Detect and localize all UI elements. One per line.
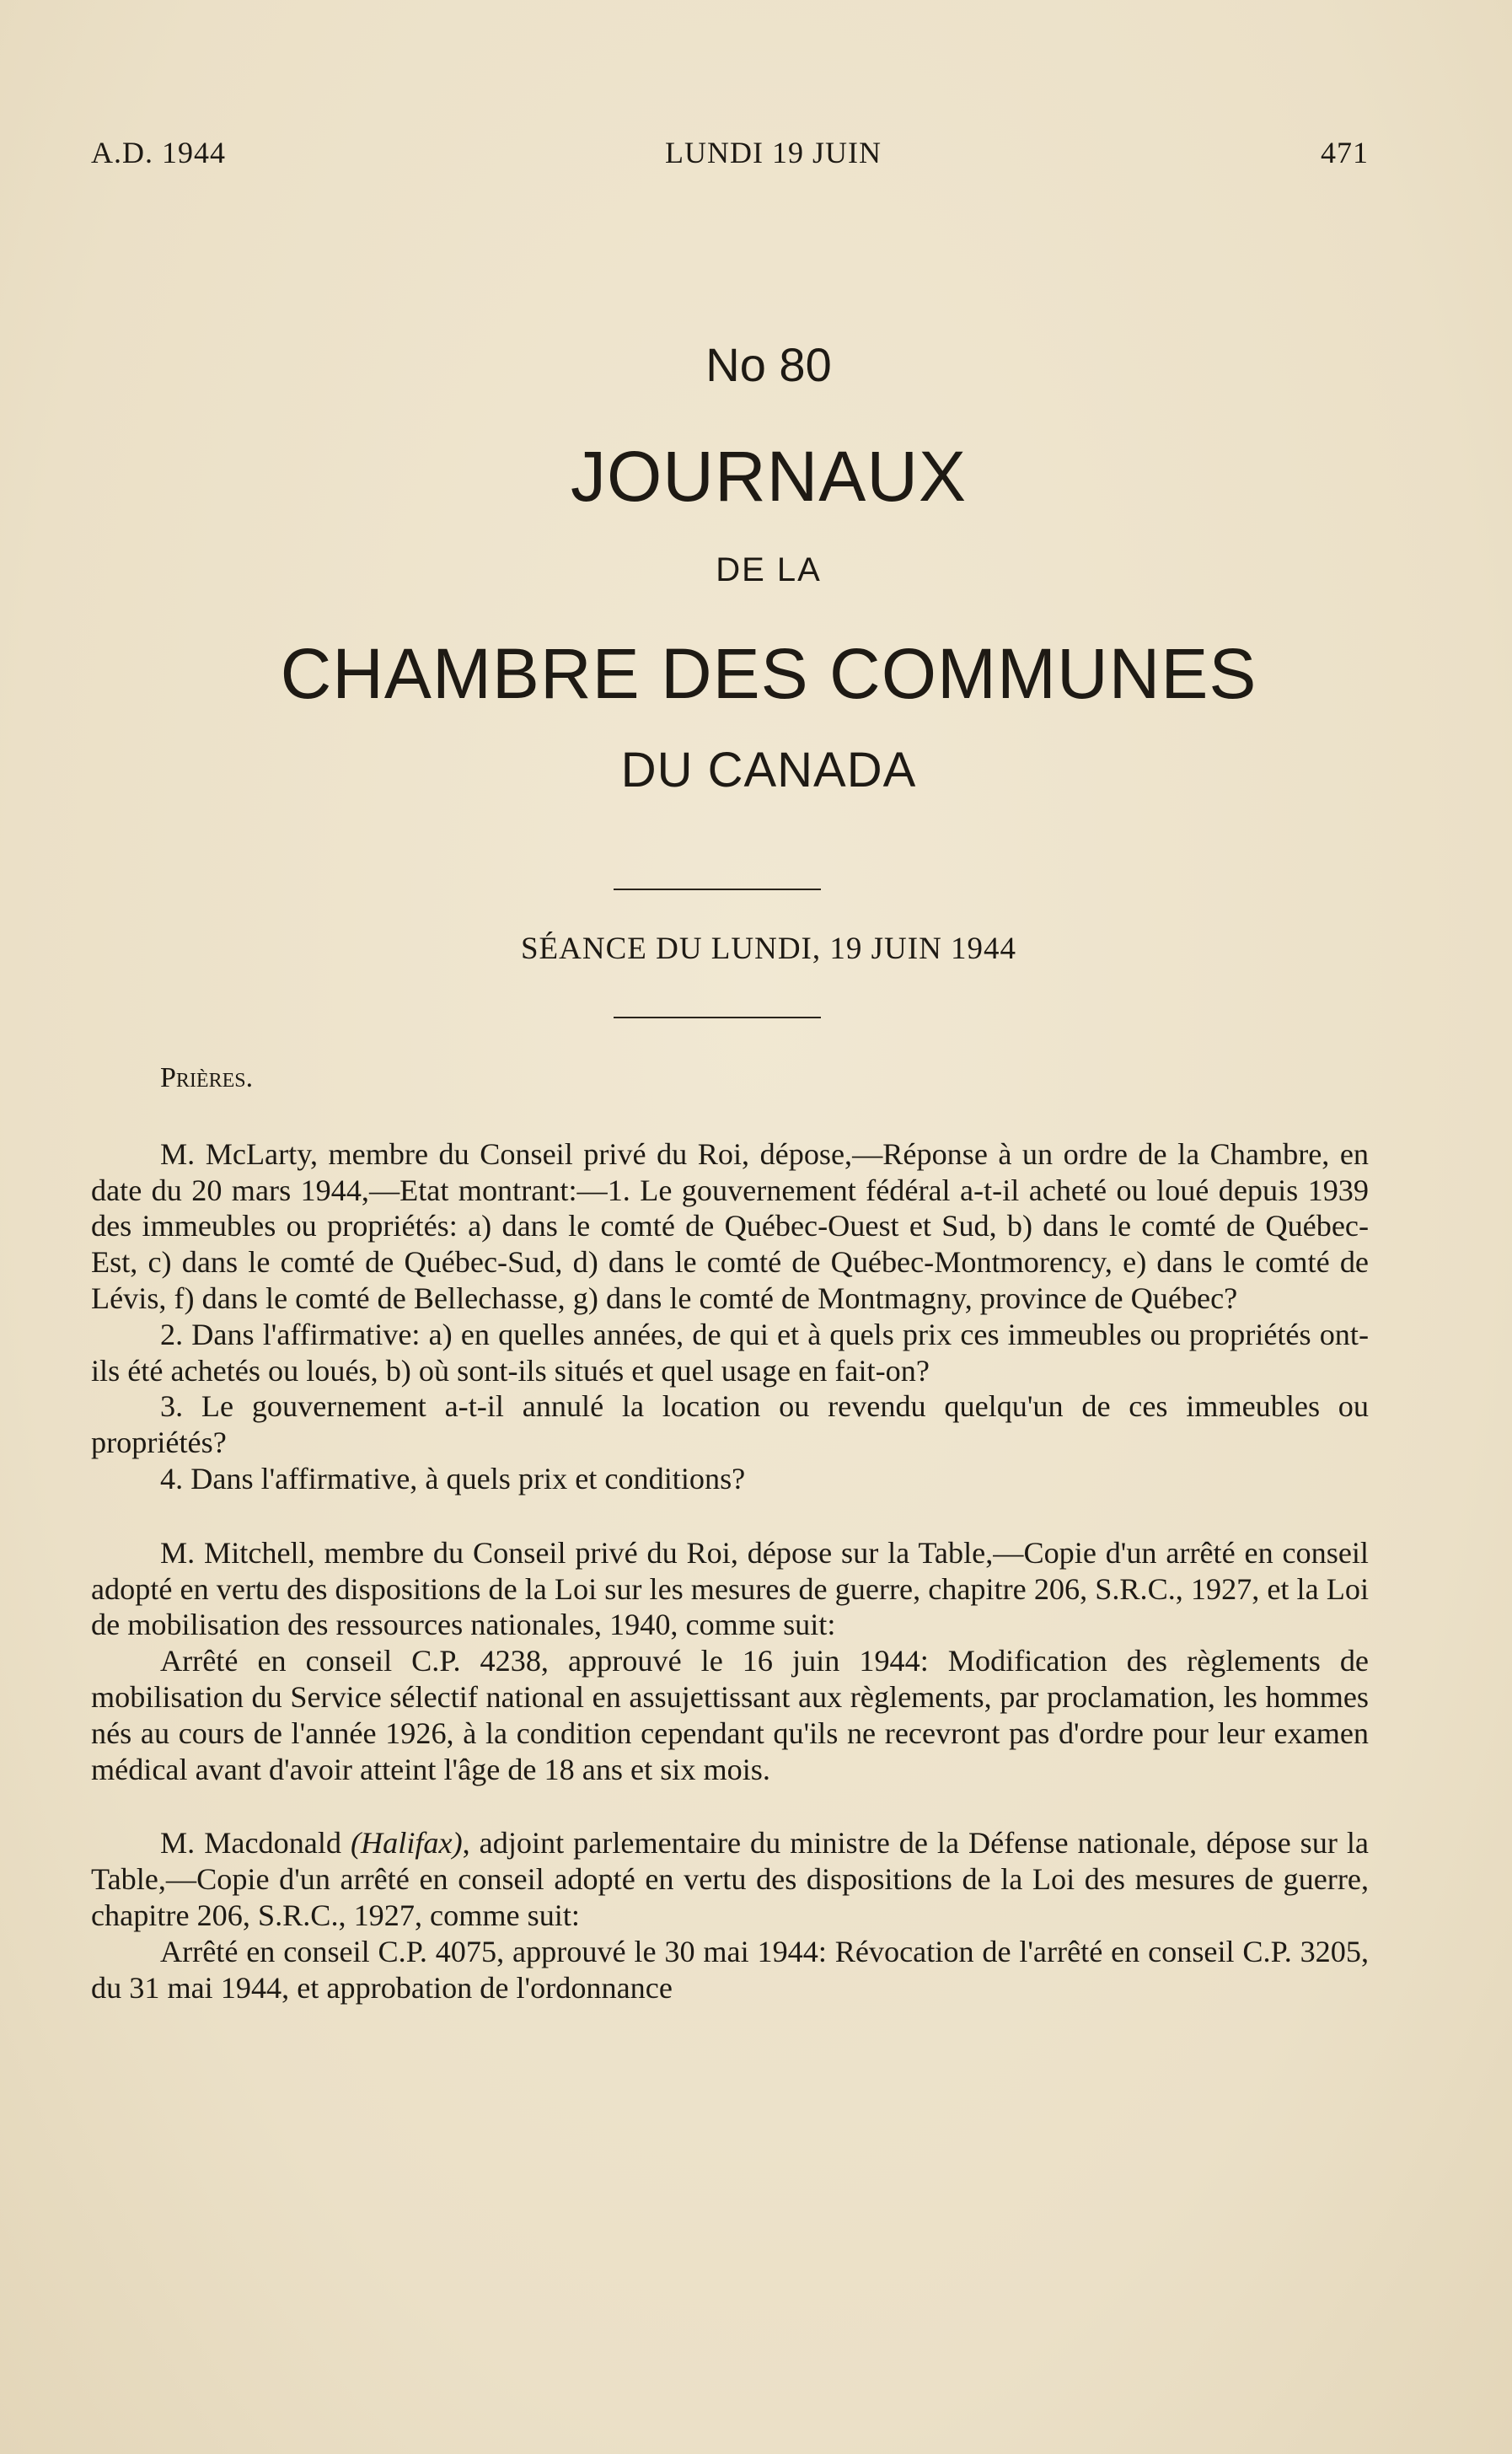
journal-title: JOURNAUX	[570, 437, 968, 516]
mitchell-tabling: M. Mitchell, membre du Conseil privé du Roi, dépose sur la Table,—Copie d'un arrêté en conseil adopté en vertu des dispositions de la Loi sur les mesures de guerre, chapitre 206, S.R.C., 1927, et la Loi de mobilisation des ressources nationales, 1940, comme suit:	[91, 1535, 1369, 1642]
order-in-council-4238: Arrêté en conseil C.P. 4238, approuvé le 16 juin 1944: Modification des règlements de mobilisation du Service sélectif national en assujettissant aux règlements, par proclamation, les hommes nés au cours de l'année 1926, à la condition cependant qu'ils ne recevront pas d'ordre pour leur examen médical avant d'avoir atteint l'âge de 18 ans et six mois.	[91, 1644, 1369, 1786]
order-in-council-4075: Arrêté en conseil C.P. 4075, approuvé le 30 mai 1944: Révocation de l'arrêté en conseil C.P. 3205, du 31 mai 1944, et approbation de l'ordonnance	[91, 1934, 1369, 2005]
bottom-rule	[614, 1017, 821, 1018]
macdonald-text: , adjoint parlementaire du ministre de la Défense nationale, dépose sur la Table,—Copie d'un arrêté en conseil adopté en vertu des dispositions de la Loi des mesures de guerre, chapitre 206, S.R.C., 1927, comme suit:	[91, 1826, 1369, 1932]
header-year: A.D. 1944	[91, 136, 226, 169]
macdonald-tabling	[91, 1825, 1369, 1933]
top-rule	[614, 889, 821, 890]
question-3: 3. Le gouvernement a-t-il annulé la location ou revendu quelqu'un de ces immeubles ou propriétés?	[91, 1389, 1369, 1460]
journal-body	[91, 1061, 1369, 2006]
session-title: SÉANCE DU LUNDI, 19 JUIN 1944	[520, 932, 1017, 966]
header-date: LUNDI 19 JUIN	[665, 136, 882, 169]
prayers-heading: Prières.	[160, 1062, 254, 1093]
macdonald-name: M. Macdonald	[160, 1826, 341, 1861]
country-name: DU CANADA	[620, 743, 917, 797]
chamber-name: CHAMBRE DES COMMUNES	[280, 634, 1257, 713]
issue-number: No 80	[705, 338, 832, 391]
mclarty-return: M. McLarty, membre du Conseil privé du Roi, dépose,—Réponse à un ordre de la Chambre, en date du 20 mars 1944,—Etat montrant:—1. Le gouvernement fédéral a-t-il acheté ou loué depuis 1939 des immeubles ou propriétés: a) dans le comté de Québec-Ouest et Sud, b) dans le comté de Québec-Est, c) dans le comté de Québec-Sud, d) dans le comté de Québec-Montmorency, e) dans le comté de Lévis, f) dans le comté de Bellechasse, g) dans le comté de Montmagny, province de Québec?	[91, 1136, 1369, 1315]
riding-halifax: (Halifax)	[350, 1826, 463, 1861]
question-4: 4. Dans l'affirmative, à quels prix et conditions?	[160, 1461, 746, 1495]
running-header	[91, 135, 1369, 170]
masthead	[0, 337, 1512, 798]
page-number: 471	[1321, 136, 1369, 169]
question-2: 2. Dans l'affirmative: a) en quelles années, de qui et à quels prix ces immeubles ou propriétés ont-ils été achetés ou loués, b) où sont-ils situés et quel usage en fait-on?	[91, 1317, 1369, 1388]
title-connector: DE LA	[716, 551, 822, 588]
